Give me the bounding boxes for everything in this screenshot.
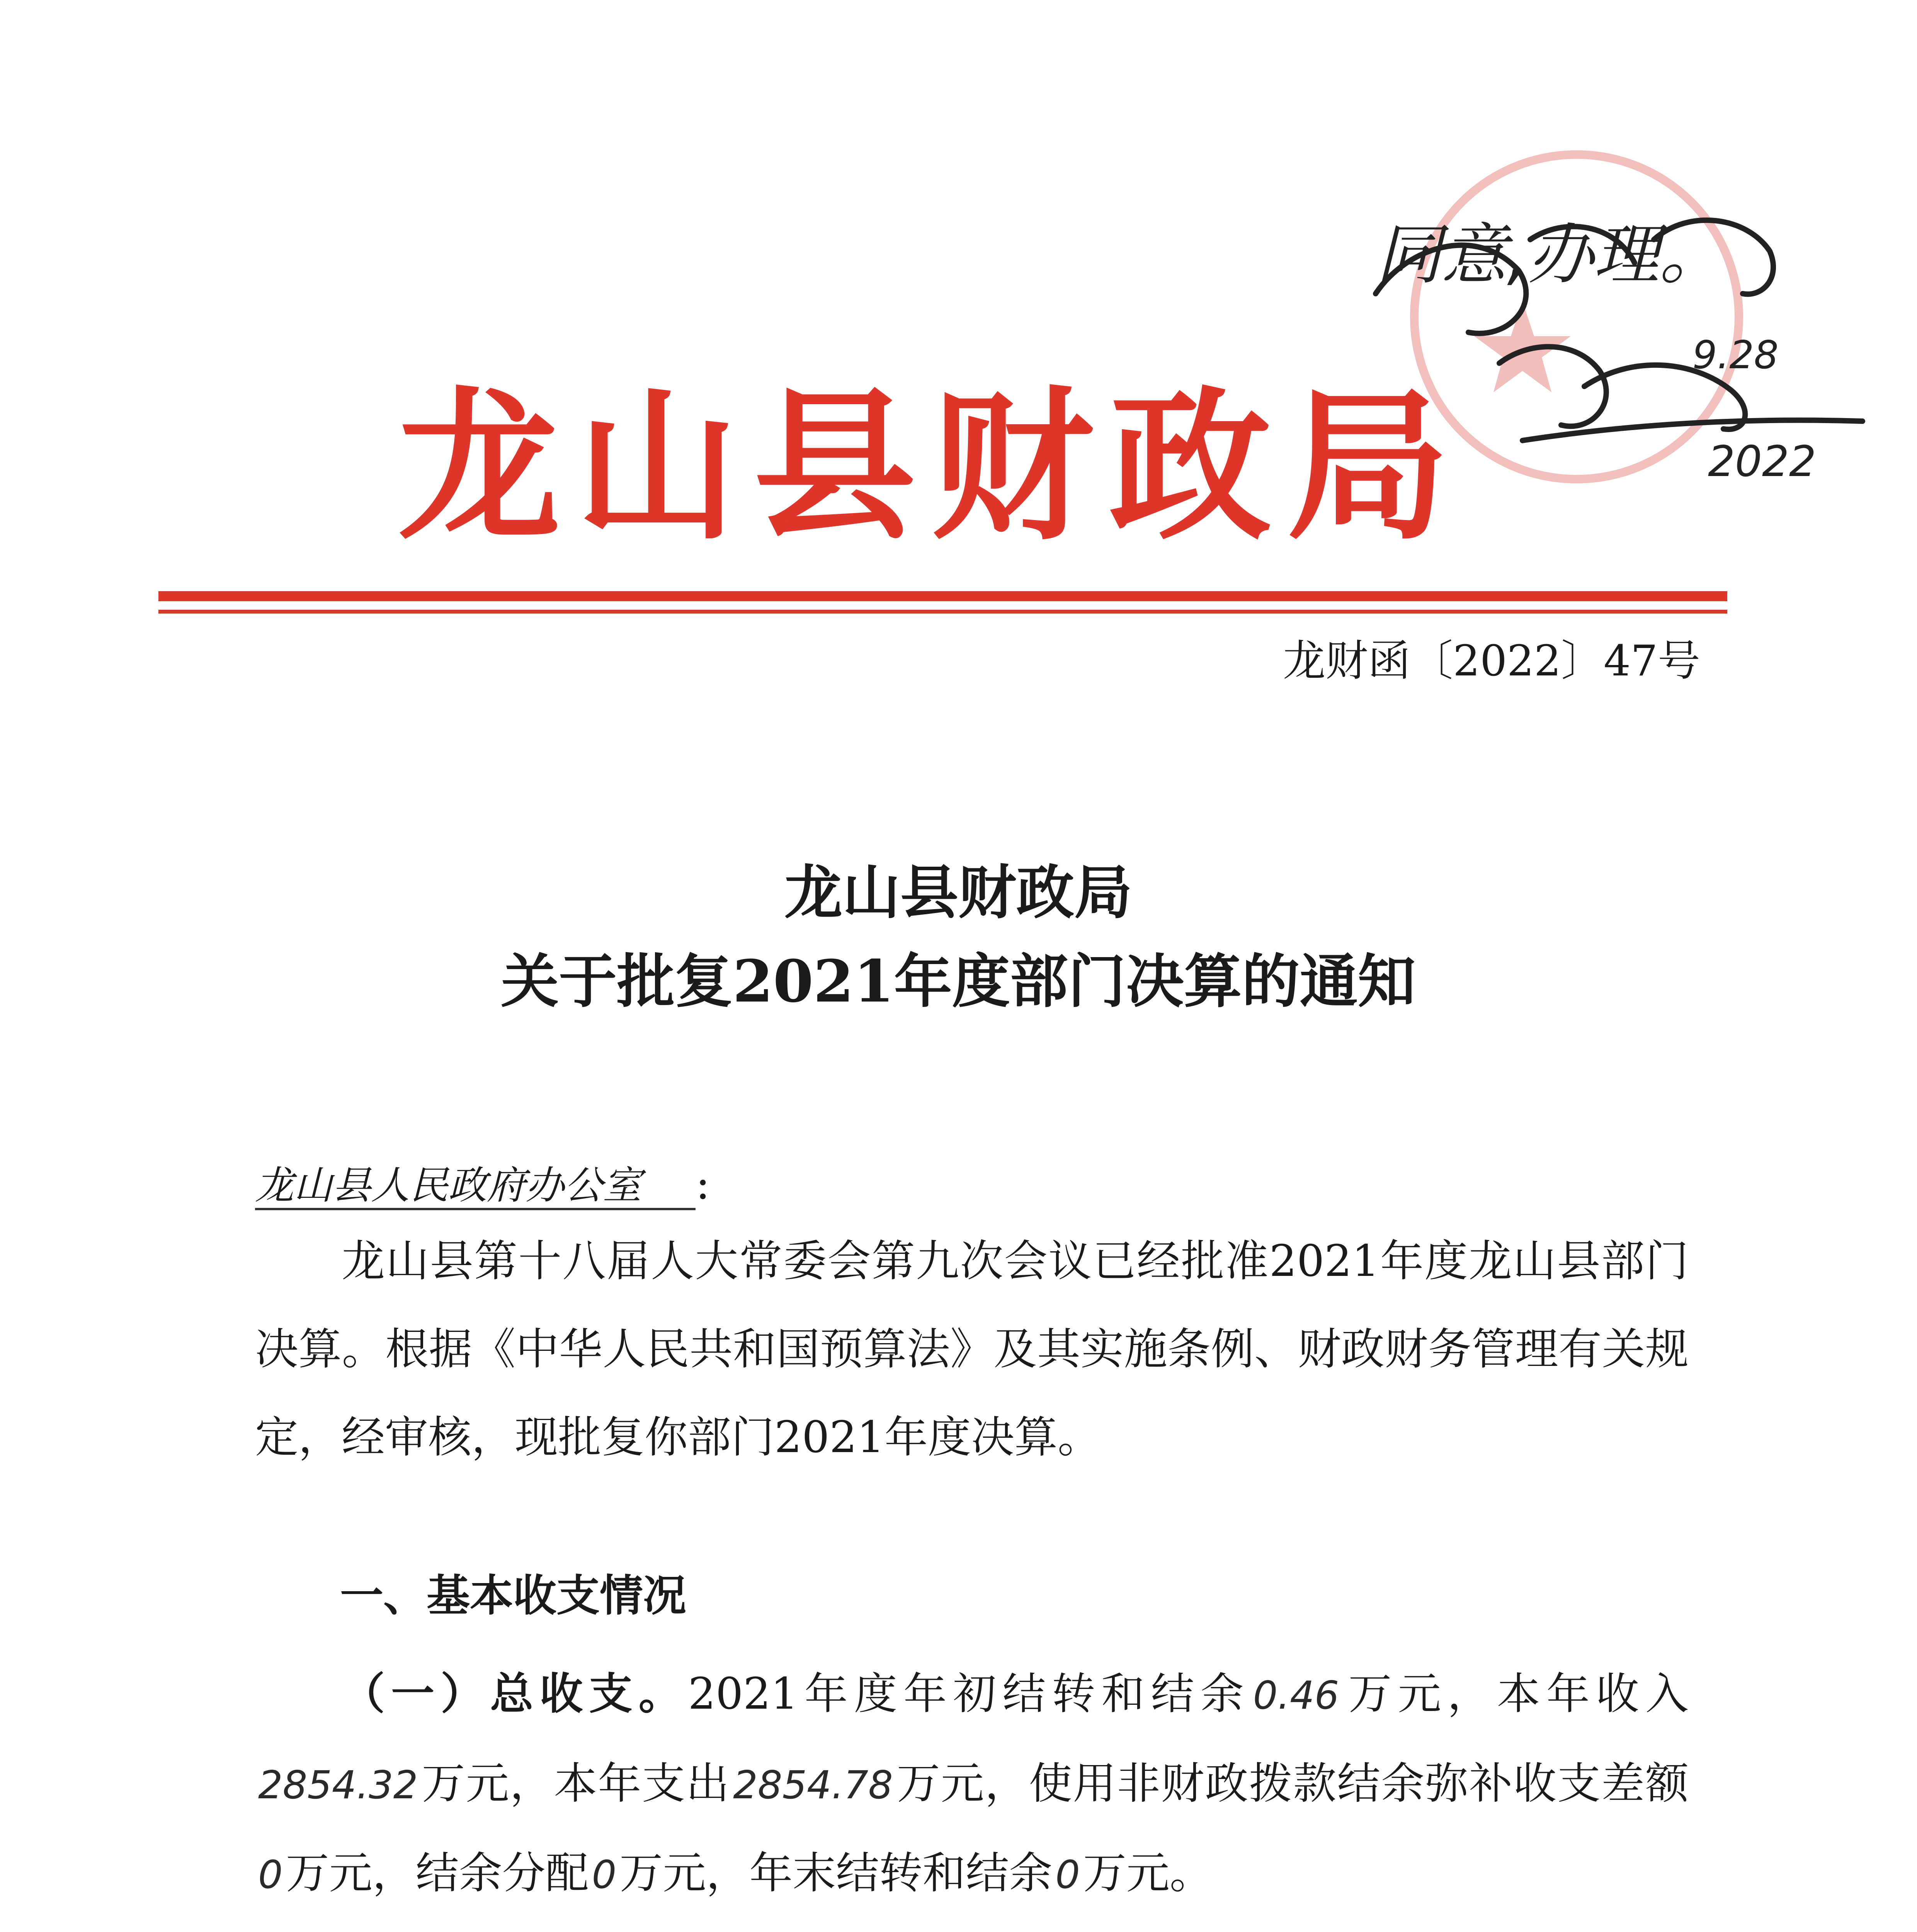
paragraph-total-head: （一）总收支。 [342, 1668, 688, 1719]
letterhead-rule-thin [158, 610, 1727, 614]
text-segment: 万元，结余分配 [286, 1848, 589, 1898]
paragraph-total [255, 1650, 1689, 1919]
document-title-line2: 关于批复2021年度部门决算的通知 [501, 947, 1416, 1015]
addressee-name: 龙山县人民政府办公室 [255, 1163, 696, 1210]
handwritten-date: 9.28 [1692, 332, 1779, 378]
letterhead-org-name: 龙山县财政局 [398, 373, 1465, 562]
handwritten-year: 2022 [1708, 437, 1816, 486]
letterhead-rule-thick [158, 591, 1727, 601]
handwritten-note [1376, 216, 1878, 294]
text-segment: 2021年度年初结转和结余 [688, 1669, 1250, 1719]
addressee-colon: : [696, 1159, 710, 1209]
value-income: 2854.32 [258, 1762, 418, 1808]
text-segment: 万元，年末结转和结余 [619, 1848, 1053, 1898]
text-segment: 万元。 [1083, 1848, 1213, 1898]
document-title-line1: 龙山县财政局 [784, 859, 1132, 927]
section-heading: 一、基本收支情况 [340, 1570, 686, 1621]
text-segment: 万元，本年支出 [421, 1759, 730, 1809]
handwritten-note-text: 同意,办理。 [1376, 217, 1725, 293]
value-gap: 0 [258, 1852, 283, 1897]
text-segment: 万元，使用非财政拨款结余弥补收支差额 [896, 1759, 1689, 1809]
document-number: 龙财函〔2022〕47号 [1283, 636, 1700, 685]
value-carry-out: 0 [1055, 1852, 1080, 1897]
text-segment: 万元，本年收入 [1342, 1669, 1689, 1719]
intro-paragraph: 龙山县第十八届人大常委会第九次会议已经批准2021年度龙山县部门决算。根据《中华人民共和国预算法》及其实施条例、财政财务管理有关规定，经审核，现批复你部门2021年度决算。 [255, 1236, 1689, 1463]
value-distribution: 0 [592, 1852, 617, 1897]
value-carry-in: 0.46 [1253, 1673, 1339, 1718]
addressee [255, 1140, 1492, 1230]
value-expense: 2854.78 [733, 1762, 893, 1808]
